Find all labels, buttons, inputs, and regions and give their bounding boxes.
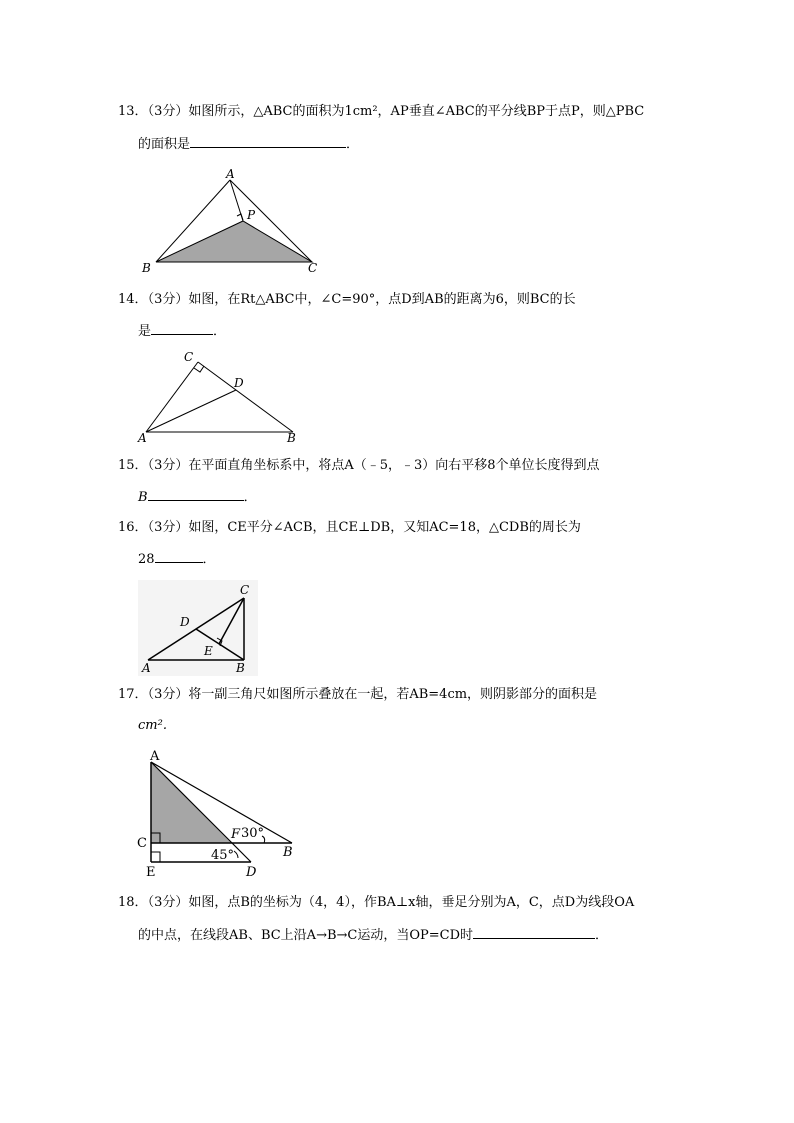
question-text-cont: 28	[138, 552, 155, 567]
answer-blank[interactable]	[148, 487, 244, 501]
question-17-line2	[138, 716, 167, 736]
question-number: 13	[118, 104, 135, 119]
label-d: D	[180, 615, 190, 629]
question-number: 14	[118, 292, 135, 307]
question-text-cont: cm².	[138, 718, 167, 733]
label-e: E	[146, 865, 156, 880]
question-17-line1: 17．（3分）将一副三角尺如图所示叠放在一起，若AB=4cm，则阴影部分的面积是	[118, 687, 598, 702]
label-c: C	[240, 583, 250, 597]
label-a: A	[142, 661, 151, 675]
figure-q14	[136, 350, 306, 446]
question-text-cont: 的面积是	[138, 137, 191, 152]
label-e: E	[204, 644, 213, 658]
shaded-triangle-pbc	[156, 221, 312, 262]
question-number: 18	[118, 895, 135, 910]
question-text: 将一副三角尺如图所示叠放在一起，若AB=4cm，则阴影部分的面积是	[188, 687, 598, 702]
question-number: 17	[118, 687, 135, 702]
question-text-cont: B	[138, 490, 148, 505]
question-text: 如图，CE平分∠ACB，且CE⊥DB，又知AC=18，△CDB的周长为	[188, 520, 581, 535]
label-d: D	[246, 865, 257, 880]
question-16-line1: 16．（3分）如图，CE平分∠ACB，且CE⊥DB，又知AC=18，△CDB的周长为	[118, 520, 581, 535]
question-13-line1: 13．（3分）如图所示，△ABC的面积为1cm²，AP垂直∠ABC的平分线BP于点P，则△PBC	[118, 104, 645, 119]
figure-q13	[140, 166, 330, 278]
question-16-line2: 28 ．	[138, 549, 216, 570]
question-text: 如图所示，△ABC的面积为1cm²，AP垂直∠ABC的平分线BP于点P，则△PBC	[188, 104, 645, 119]
label-b: B	[142, 261, 151, 275]
label-angle30: 30°	[241, 826, 265, 841]
question-15-line2: B ．	[138, 487, 257, 508]
question-score: （3分）	[147, 292, 189, 307]
label-c: C	[137, 836, 147, 851]
answer-blank[interactable]	[190, 134, 346, 148]
label-a: A	[226, 167, 235, 181]
label-b: B	[236, 661, 245, 675]
figure-q16	[138, 580, 258, 676]
question-text-cont: 的中点，在线段AB、BC上沿A→B→C运动，当OP=CD时	[138, 928, 474, 943]
question-14-line2: 是 ．	[138, 321, 226, 342]
figure-q17	[134, 746, 304, 880]
label-d: D	[234, 376, 244, 390]
question-number: 16	[118, 520, 135, 535]
label-c: C	[184, 350, 194, 364]
label-p: P	[247, 208, 256, 222]
question-text: 在平面直角坐标系中，将点A（﹣5，﹣3）向右平移8个单位长度得到点	[188, 458, 600, 473]
label-a: A	[138, 431, 147, 445]
question-15-line1: 15．（3分）在平面直角坐标系中，将点A（﹣5，﹣3）向右平移8个单位长度得到点	[118, 458, 600, 473]
question-score: （3分）	[147, 520, 189, 535]
question-18-line2: 的中点，在线段AB、BC上沿A→B→C运动，当OP=CD时 ．	[138, 925, 608, 946]
question-text-cont: 是	[138, 324, 152, 339]
question-13-line2: 的面积是 ．	[138, 134, 359, 155]
question-score: （3分）	[147, 104, 189, 119]
label-f: F	[231, 827, 241, 842]
label-b: B	[287, 431, 296, 445]
label-a: A	[150, 749, 160, 764]
question-score: （3分）	[147, 687, 189, 702]
label-angle45: 45°	[211, 848, 235, 863]
question-score: （3分）	[147, 458, 189, 473]
answer-blank[interactable]	[151, 321, 213, 335]
question-number: 15	[118, 458, 135, 473]
question-score: （3分）	[147, 895, 189, 910]
answer-blank[interactable]	[473, 925, 595, 939]
question-14-line1: 14．（3分）如图，在Rt△ABC中，∠C=90°，点D到AB的距离为6，则BC的长	[118, 292, 576, 307]
label-b: B	[283, 845, 293, 860]
answer-blank[interactable]	[155, 549, 203, 563]
question-text: 如图，在Rt△ABC中，∠C=90°，点D到AB的距离为6，则BC的长	[188, 292, 576, 307]
question-text: 如图，点B的坐标为（4，4），作BA⊥x轴，垂足分别为A，C，点D为线段OA	[188, 895, 635, 910]
question-18-line1: 18．（3分）如图，点B的坐标为（4，4），作BA⊥x轴，垂足分别为A，C，点D为线段OA	[118, 895, 635, 910]
label-c: C	[308, 261, 318, 275]
